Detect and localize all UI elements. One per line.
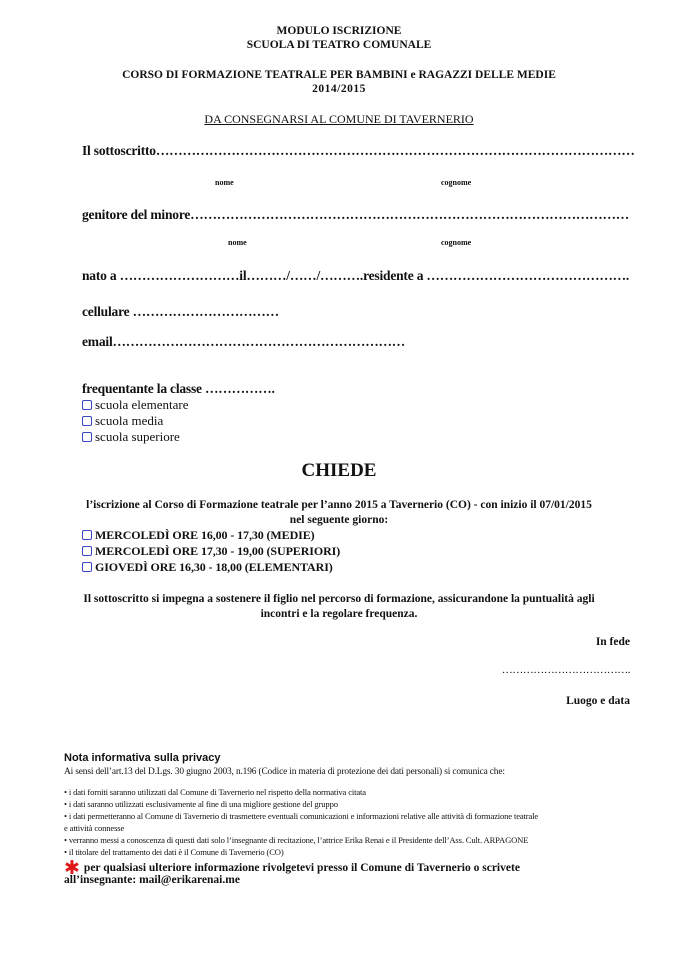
luogo-data-label: Luogo e data (566, 695, 630, 707)
privacy-bullet-cont: e attività connesse (64, 823, 125, 833)
checkbox-icon[interactable] (82, 546, 92, 556)
field-email[interactable]: email………………………………………………………… (82, 334, 406, 349)
commitment-text: Il sottoscritto si impegna a sostenere il figlio nel percorso di formazione, assicurandone la puntualità agli (83, 593, 595, 605)
day-label: MERCOLEDÌ ORE 16,00 - 17,30 (MEDIE) (95, 528, 315, 542)
form-title: MODULO ISCRIZIONE (276, 25, 402, 37)
field-nascita-residenza[interactable]: nato a ………………………il………/……/……….residente a ………………………………………. (82, 268, 630, 283)
school-year: 2014/2015 (312, 83, 366, 95)
label-cognome-minore: cognome (441, 238, 472, 247)
privacy-title: Nota informativa sulla privacy (64, 752, 221, 764)
option-media[interactable] (82, 413, 163, 429)
checkbox-icon[interactable] (82, 530, 92, 540)
privacy-bullet: • verranno messi a conoscenza di questi dati solo l’insegnante di recitazione, l’attrice Erika Renai e il Presidente dell’Ass. Cult. ARPAGONE (64, 835, 529, 845)
chiede-text-day: nel seguente giorno: (289, 514, 389, 526)
field-sottoscritto[interactable]: Il sottoscritto……………………………………………………………………………………………… (82, 143, 635, 158)
day-label: MERCOLEDÌ ORE 17,30 - 19,00 (SUPERIORI) (95, 544, 341, 558)
option-superiore[interactable] (82, 429, 180, 445)
option-day-mercoledi-superiori[interactable] (82, 544, 340, 559)
privacy-bullet: • i dati forniti saranno utilizzati dal Comune di Tavernerio nel rispetto della normativa citata (64, 787, 366, 797)
school-name: SCUOLA DI TEATRO COMUNALE (246, 39, 432, 51)
checkbox-icon[interactable] (82, 432, 92, 442)
option-elementare[interactable] (82, 397, 188, 413)
privacy-bullet: • il titolare del trattamento dei dati è il Comune di Tavernerio (CO) (64, 847, 284, 857)
field-classe[interactable]: frequentante la classe ……………. (82, 381, 275, 396)
field-genitore[interactable]: genitore del minore……………………………………………………………………………………… (82, 207, 630, 222)
commitment-text-2: incontri e la regolare frequenza. (260, 608, 418, 620)
privacy-bullet: • i dati permetteranno al Comune di Tavernerio di trasmettere eventuali comunicazioni e informazioni relative alle attività di formazione teatrale (64, 811, 539, 821)
label-nome: nome (215, 178, 234, 187)
chiede-text: l’iscrizione al Corso di Formazione teatrale per l’anno 2015 a Tavernerio (CO) - con inizio il 07/01/2015 (86, 499, 592, 511)
option-label: scuola media (95, 413, 164, 428)
option-label: scuola superiore (95, 429, 180, 444)
chiede-heading: CHIEDE (301, 460, 377, 481)
signature-line[interactable]: ………………………………. (501, 664, 630, 676)
asterisk-icon: ✱ (64, 857, 80, 879)
option-day-giovedi-elementari[interactable] (82, 560, 333, 575)
option-label: scuola elementare (95, 397, 189, 412)
label-nome-minore: nome (228, 238, 247, 247)
checkbox-icon[interactable] (82, 562, 92, 572)
privacy-intro: Ai sensi dell’art.13 del D.Lgs. 30 giugno 2003, n.196 (Codice in materia di protezione dei dati personali) si comunica che: (64, 767, 505, 777)
day-label: GIOVEDÌ ORE 16,30 - 18,00 (ELEMENTARI) (95, 560, 333, 574)
field-cellulare[interactable]: cellulare …………………………… (82, 304, 279, 319)
label-cognome: cognome (441, 178, 472, 187)
checkbox-icon[interactable] (82, 416, 92, 426)
course-title: CORSO DI FORMAZIONE TEATRALE PER BAMBINI e RAGAZZI DELLE MEDIE (122, 69, 556, 81)
checkbox-icon[interactable] (82, 400, 92, 410)
delivery-note: DA CONSEGNARSI AL COMUNE DI TAVERNERIO (204, 112, 474, 126)
privacy-bullet: • i dati saranno utilizzati esclusivamente al fine di una migliore gestione del gruppo (64, 799, 338, 809)
contact-text: per qualsiasi ulteriore informazione rivolgetevi presso il Comune di Tavernerio o scrivete (83, 862, 520, 874)
in-fede-label: In fede (595, 636, 630, 648)
contact-email[interactable]: all’insegnante: mail@erikarenai.me (64, 874, 240, 886)
option-day-mercoledi-medie[interactable] (82, 528, 315, 543)
